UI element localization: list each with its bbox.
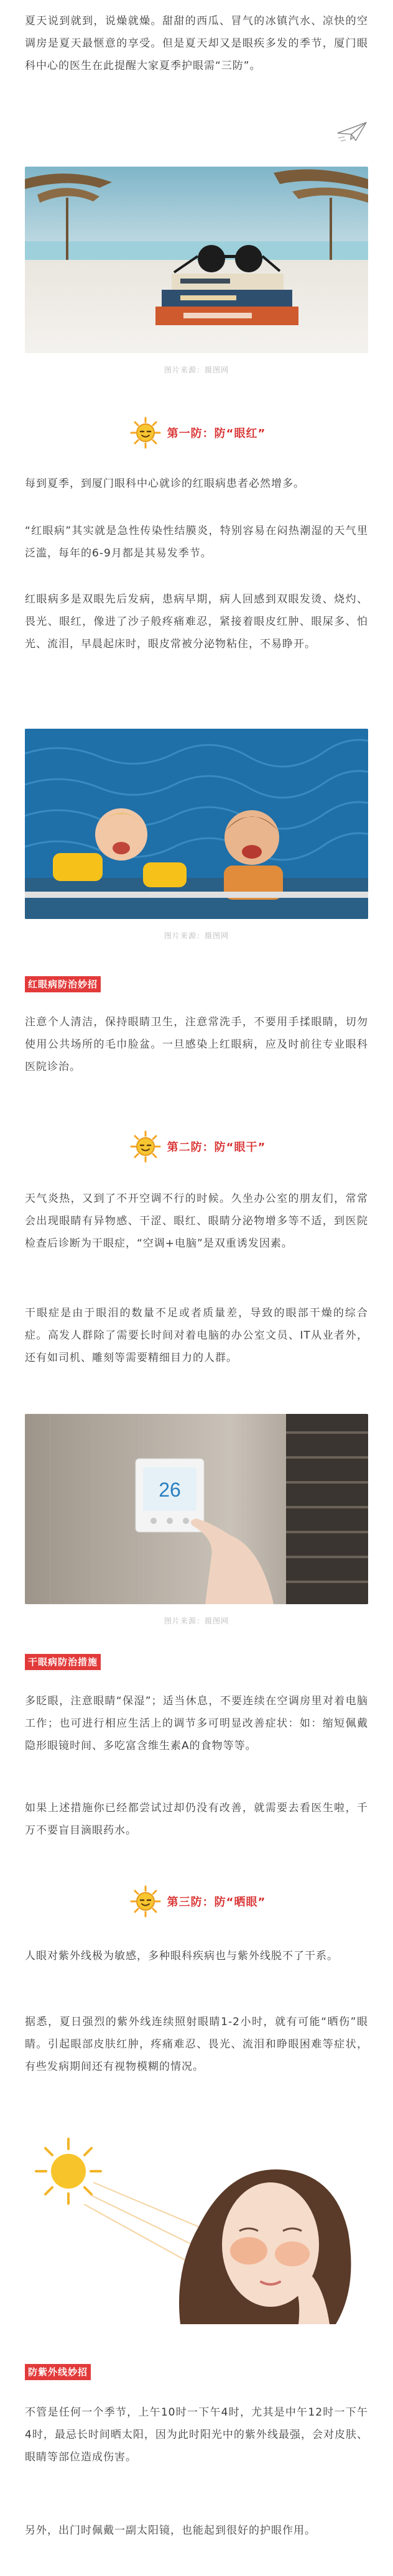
image-caption: 图片来源：摄图网: [164, 1617, 229, 1625]
sun-icon: [127, 1129, 164, 1164]
paragraph: 每到夏季，到厦门眼科中心就诊的红眼病患者必然增多。: [25, 478, 305, 490]
tip-paragraph: 多眨眼，注意眼睛“保湿”；适当休息，不要连续在空调房里对着电脑工作；也可进行相应生活上的调节多可明显改善症状：如：缩短佩戴隐形眼镜时间、多吃富含维生素A的食物等等。: [25, 1695, 368, 1752]
sun-icon: [127, 1884, 164, 1919]
paper-plane-icon: [336, 119, 368, 144]
section-heading-sun-eye: [0, 1884, 393, 1919]
tip-paragraph: 如果上述措施你已经都尝试过却仍没有改善，就需要去看医生啦，千万不要盲目滴眼药水。: [25, 1802, 368, 1837]
tip-tag: 干眼病防治措施: [25, 1654, 101, 1670]
children-swimming-pool-image: [25, 729, 368, 919]
beach-books-sunglasses-image: [25, 167, 368, 353]
thermostat-reading: 26: [159, 1479, 181, 1501]
paragraph: “红眼病”其实就是急性传染性结膜炎，特别容易在闷热潮湿的天气里泛滥，每年的6-9月都是其易发季节。: [25, 525, 368, 560]
section-title: 第二防：防“眼干”: [167, 1141, 266, 1154]
tip-paragraph: 注意个人清洁，保持眼睛卫生，注意常洗手，不要用手揉眼睛，切勿使用公共场所的毛巾脸盆。一旦感染上红眼病，应及时前往专业眼科医院诊治。: [25, 1016, 368, 1073]
paragraph: 据悉，夏日强烈的紫外线连续照射眼睛1-2小时，就有可能“晒伤”眼睛。引起眼部皮肤红肿，疼痛难忍、畏光、流泪和睁眼困难等症状，有些发病期间还有视物模糊的情况。: [25, 2016, 368, 2073]
woman-sun-exposure-illustration: [25, 2126, 368, 2324]
tip-paragraph: 不管是任何一个季节，上午10时一下午4时，尤其是中午12时一下午4时，最忌长时间晒太阳，因为此时阳光中的紫外线最强，会对皮肤、眼睛等部位造成伤害。: [25, 2406, 368, 2463]
paragraph: 天气炎热，又到了不开空调不行的时候。久坐办公室的朋友们，常常会出现眼睛有异物感、干涩、眼红、眼睛分泌物增多等不适，到医院检查后诊断为干眼症，“空调+电脑”是双重诱发因素。: [25, 1193, 368, 1250]
paragraph: 干眼症是由于眼泪的数量不足或者质量差，导致的眼部干燥的综合症。高发人群除了需要长时间对着电脑的办公室文员、IT从业者外，还有如司机、雕刻等需要精细目力的人群。: [25, 1307, 368, 1364]
section-title: 第三防：防“晒眼”: [167, 1896, 266, 1909]
tip-paragraph: 另外，出门时佩戴一副太阳镜，也能起到很好的护眼作用。: [25, 2524, 316, 2537]
image-caption: 图片来源：摄图网: [164, 366, 229, 374]
paragraph: 红眼病多是双眼先后发病，患病早期，病人回感到双眼发烫、烧灼、畏光、眼红，像进了沙子般疼痛难忍，紧接着眼皮红肿、眼屎多、怕光、流泪，早晨起床时，眼皮常被分泌物粘住，不易睁开。: [25, 593, 368, 650]
sun-icon: [127, 415, 164, 450]
paragraph: 人眼对紫外线极为敏感，多种眼科疾病也与紫外线脱不了干系。: [25, 1950, 338, 1962]
section-title: 第一防：防“眼红”: [167, 427, 266, 440]
tip-tag: 红眼病防治妙招: [25, 976, 101, 992]
air-conditioner-thermostat-image: [25, 1414, 368, 1604]
section-heading-red-eye: [0, 415, 393, 450]
intro-paragraph: 夏天说到就到，说燥就燥。甜甜的西瓜、冒气的冰镇汽水、凉快的空调房是夏天最惬意的享受。但是夏天却又是眼疾多发的季节，厦门眼科中心的医生在此提醒大家夏季护眼需“三防”。: [25, 15, 368, 72]
image-caption: 图片来源：摄图网: [164, 931, 229, 940]
tip-tag: 防紫外线妙招: [25, 2364, 91, 2380]
section-heading-dry-eye: [0, 1129, 393, 1164]
